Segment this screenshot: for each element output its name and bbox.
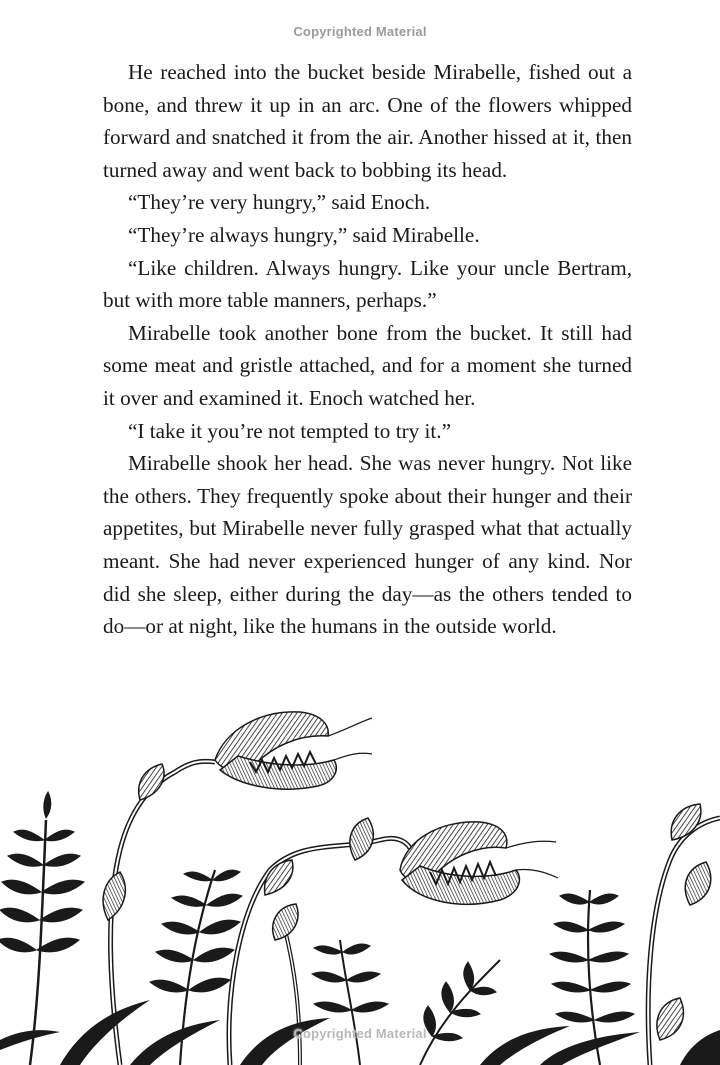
paragraph: Mirabelle took another bone from the bucket. It still had some meat and gristle attached, and for a moment she turned it over and examined it. Enoch watched her. xyxy=(103,320,632,410)
flytrap-middle xyxy=(400,822,558,904)
paragraph: “They’re always hungry,” said Mirabelle. xyxy=(128,222,480,247)
book-page-text xyxy=(103,56,632,643)
fern-left xyxy=(0,792,84,1065)
paragraph: “They’re very hungry,” said Enoch. xyxy=(128,190,431,215)
flytrap-top xyxy=(215,712,372,789)
paragraph: “I take it you’re not tempted to try it.” xyxy=(128,418,452,443)
paragraph: He reached into the bucket beside Mirabelle, fished out a bone, and threw it up in an arc. One of the flowers whipped forward and snatched it from the air. Another hissed at it, then turned away and went back to bobbing its head. xyxy=(103,60,632,182)
carnivorous-plants-illustration xyxy=(0,690,720,1065)
paragraph: Mirabelle shook her head. She was never hungry. Not like the others. They frequently spoke about their hunger and their appetites, but Mirabelle never fully grasped what that actually meant. She had never experienced hunger of any kind. Nor did she sleep, either during the day—as the others tended to do—or at night, like the humans in the outside world. xyxy=(103,451,632,639)
copyright-watermark-top: Copyrighted Material xyxy=(293,24,427,39)
copyright-watermark-bottom: Copyrighted Material xyxy=(293,1026,427,1041)
center-buds xyxy=(265,818,374,940)
paragraph: “Like children. Always hungry. Like your uncle Bertram, but with more table manners, perhaps.” xyxy=(103,255,632,313)
left-bud xyxy=(103,764,164,920)
left-stem xyxy=(111,761,215,1065)
fern-center-right xyxy=(312,940,500,1065)
